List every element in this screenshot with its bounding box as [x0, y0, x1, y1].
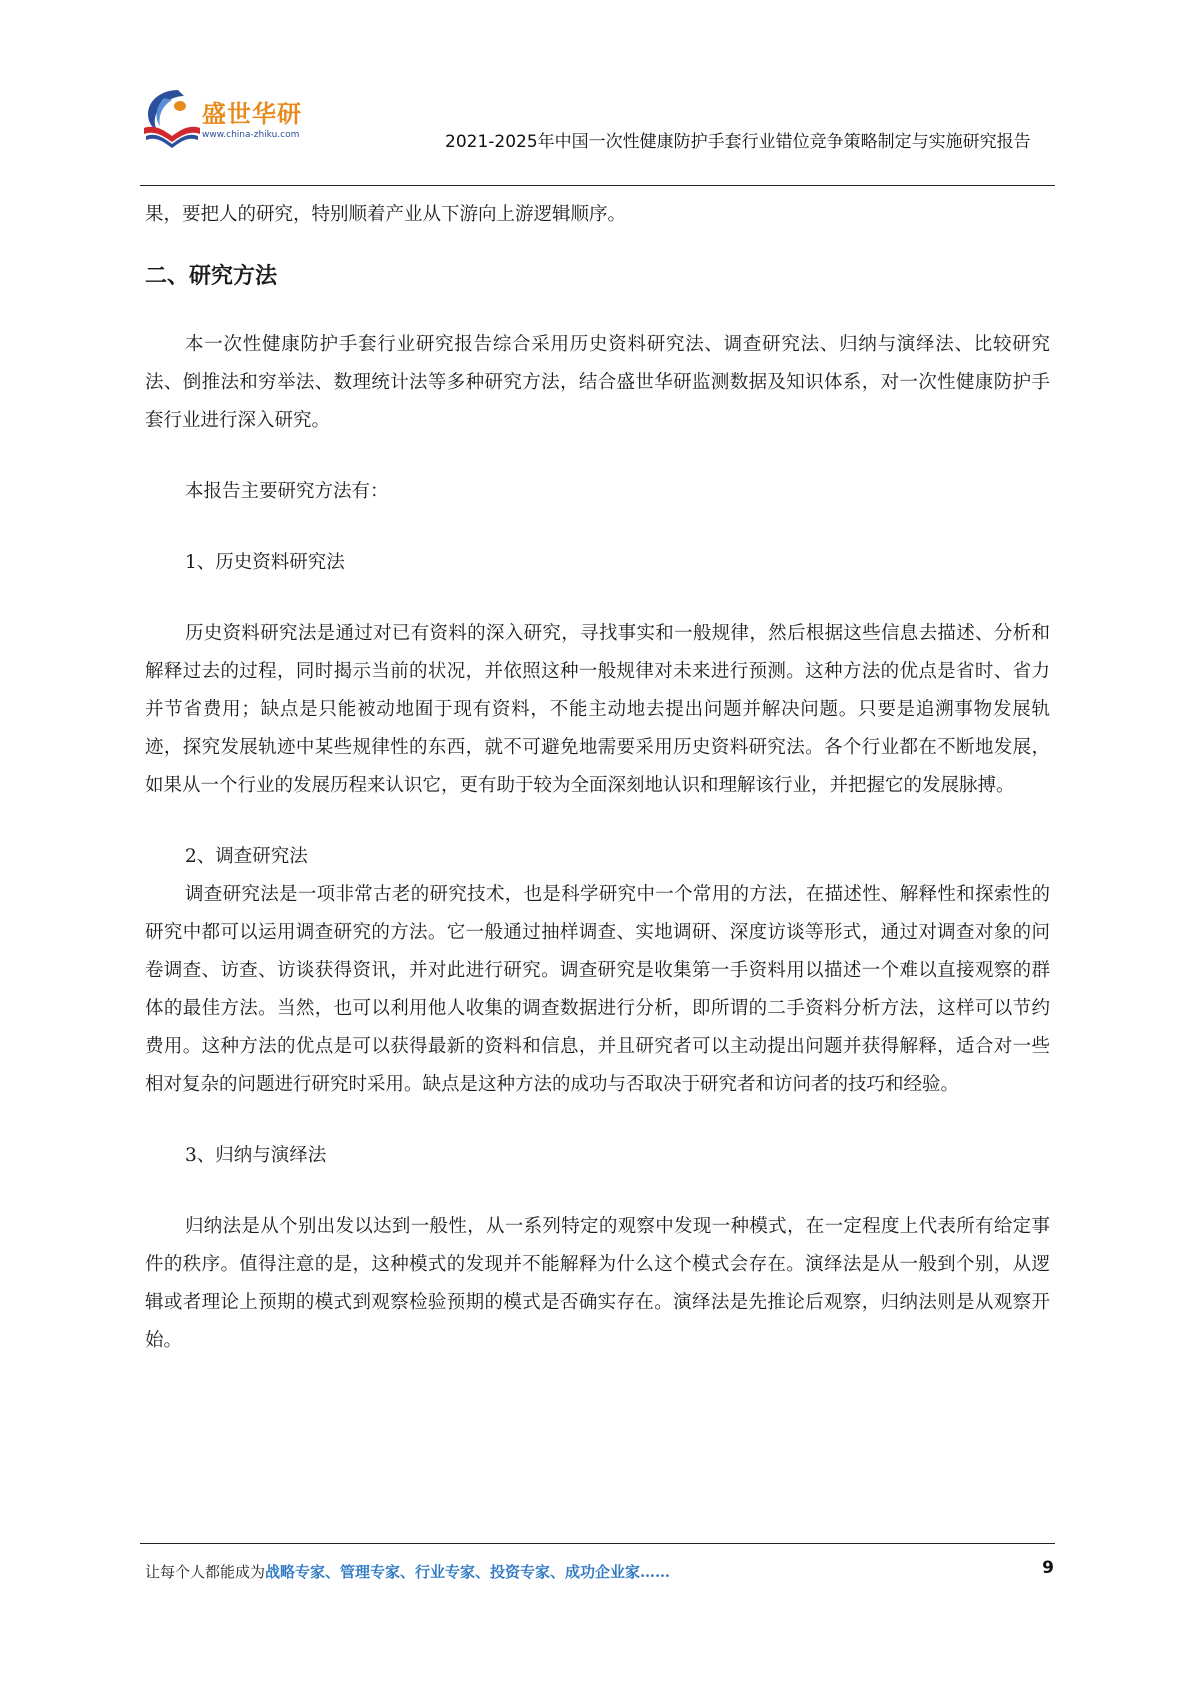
method3-paragraph: 归纳法是从个别出发以达到一般性，从一系列特定的观察中发现一种模式，在一定程度上代表所有给定事件的秩序。值得注意的是，这种模式的发现并不能解释为什么这个模式会存在。演绎法是从一般到个别，从逻辑或者理论上预期的模式到观察检验预期的模式是否确实存在。演绎法是先推论后观察，归纳法则是从观察开始。	[145, 1216, 1050, 1351]
method1-paragraph: 历史资料研究法是通过对已有资料的深入研究，寻找事实和一般规律，然后根据这些信息去描述、分析和解释过去的过程，同时揭示当前的状况，并依照这种一般规律对未来进行预测。这种方法的优点是省时、省力并节省费用；缺点是只能被动地囿于现有资料，不能主动地去提出问题并解决问题。只要是追溯事物发展轨迹，探究发展轨迹中某些规律性的东西，就不可避免地需要采用历史资料研究法。各个行业都在不断地发展，如果从一个行业的发展历程来认识它，更有助于较为全面深刻地认识和理解该行业，并把握它的发展脉搏。	[145, 623, 1050, 796]
slogan-prefix: 让每个人都能成为	[145, 1563, 266, 1581]
method2-paragraph: 调查研究法是一项非常古老的研究技术，也是科学研究中一个常用的方法，在描述性、解释性和探索性的研究中都可以运用调查研究的方法。它一般通过抽样调查、实地调研、深度访谈等形式，通过对调查对象的问卷调查、访查、访谈获得资讯，并对此进行研究。调查研究是收集第一手资料用以描述一个难以直接观察的群体的最佳方法。当然，也可以利用他人收集的调查数据进行分析，即所谓的二手资料分析方法，这样可以节约费用。这种方法的优点是可以获得最新的资料和信息，并且研究者可以主动提出问题并获得解释，适合对一些相对复杂的问题进行研究时采用。缺点是这种方法的成功与否取决于研究者和访问者的技巧和经验。	[145, 884, 1050, 1095]
page-number: 9	[1042, 1558, 1054, 1578]
footer-slogan	[145, 1561, 670, 1582]
footer-divider	[140, 1543, 1055, 1544]
section-heading: 二、研究方法	[145, 264, 278, 289]
continuation-paragraph: 果，要把人的研究，特别顺着产业从下游向上游逻辑顺序。	[145, 204, 627, 225]
report-title: 2021-2025年中国一次性健康防护手套行业错位竞争策略制定与实施研究报告	[445, 132, 1031, 152]
logo-url: www.china-zhiku.com	[202, 130, 300, 140]
method2-title: 2、调查研究法	[185, 846, 308, 867]
method3-title: 3、归纳与演绎法	[185, 1145, 327, 1166]
logo-name: 盛世华研	[202, 100, 302, 128]
slogan-highlight: 战略专家、管理专家、行业专家、投资专家、成功企业家……	[265, 1563, 671, 1581]
method1-title: 1、历史资料研究法	[185, 552, 345, 573]
header-divider	[140, 185, 1055, 186]
page-body	[145, 196, 1050, 1360]
methods-lead: 本报告主要研究方法有：	[185, 481, 389, 502]
intro-paragraph: 本一次性健康防护手套行业研究报告综合采用历史资料研究法、调查研究法、归纳与演绎法、比较研究法、倒推法和穷举法、数理统计法等多种研究方法，结合盛世华研监测数据及知识体系，对一次性健康防护手套行业进行深入研究。	[145, 334, 1050, 431]
